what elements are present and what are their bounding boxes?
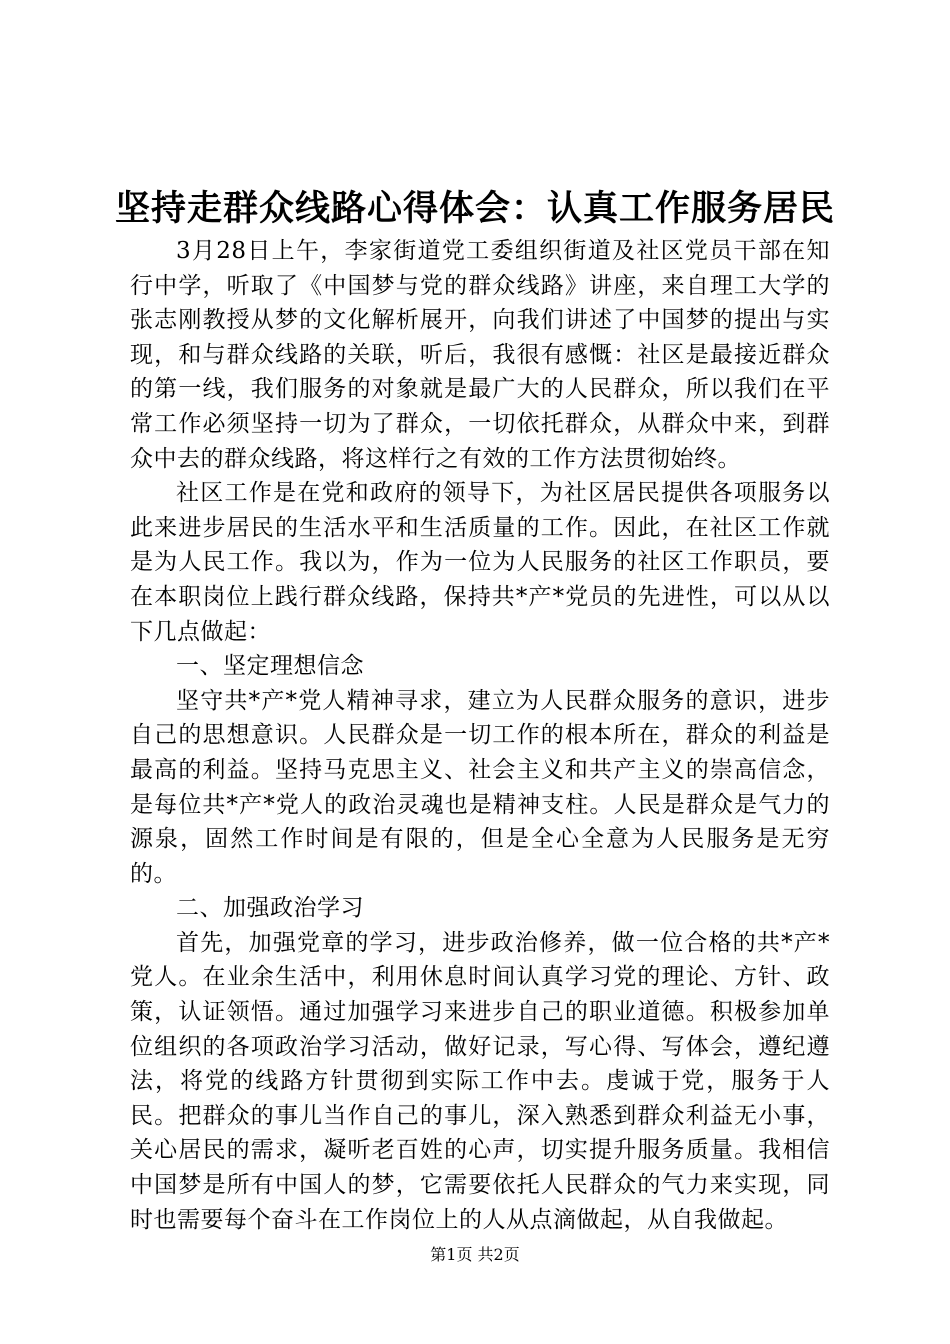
paragraph-intro: 3月28日上午，李家街道党工委组织街道及社区党员干部在知行中学，听取了《中国梦与党的群众线路》讲座，来自理工大学的张志刚教授从梦的文化解析展开，向我们讲述了中国梦的提出与实现，和与群众线路的关联，听后，我很有感慨：社区是最接近群众的第一线，我们服务的对象就是最广大的人民群众，所以我们在平常工作必须坚持一切为了群众，一切依托群众，从群众中来，到群众中去的群众线路，将这样行之有效的工作方法贯彻始终。 — [130, 238, 830, 472]
document-body — [130, 234, 830, 1237]
section-heading-study: 二、加强政治学习 — [176, 895, 364, 922]
paragraph-community-work: 社区工作是在党和政府的领导下，为社区居民提供各项服务以此来进步居民的生活水平和生活质量的工作。因此，在社区工作就是为人民工作。我以为，作为一位为人民服务的社区工作职员，要在本职岗位上践行群众线路，保持共*产*党员的先进性，可以从以下几点做起： — [130, 480, 830, 645]
document-title: 坚持走群众线路心得体会：认真工作服务居民 — [114, 188, 835, 229]
page-number-footer: 第1页 共2页 — [430, 1245, 520, 1264]
paragraph-study: 首先，加强党章的学习，进步政治修养，做一位合格的共*产*党人。在业余生活中，利用休息时间认真学习党的理论、方针、政策，认证领悟。通过加强学习来进步自己的职业道德。积极参加单位组织的各项政治学习活动，做好记录，写心得、写体会，遵纪遵法，将党的线路方针贯彻到实际工作中去。虔诚于党，服务于人民。把群众的事儿当作自己的事儿，深入熟悉到群众利益无小事，关心居民的需求，凝听老百姓的心声，切实提升服务质量。我相信中国梦是所有中国人的梦，它需要依托人民群众的气力来实现，同时也需要每个奋斗在工作岗位上的人从点滴做起，从自我做起。 — [130, 929, 830, 1233]
paragraph-ideals: 坚守共*产*党人精神寻求，建立为人民群众服务的意识，进步自己的思想意识。人民群众是一切工作的根本所在，群众的利益是最高的利益。坚持马克思主义、社会主义和共产主义的崇高信念，是每位共*产*党人的政治灵魂也是精神支柱。人民是群众是气力的源泉，固然工作时间是有限的，但是全心全意为人民服务是无穷的。 — [130, 687, 830, 887]
section-heading-ideals: 一、坚定理想信念 — [176, 653, 364, 680]
